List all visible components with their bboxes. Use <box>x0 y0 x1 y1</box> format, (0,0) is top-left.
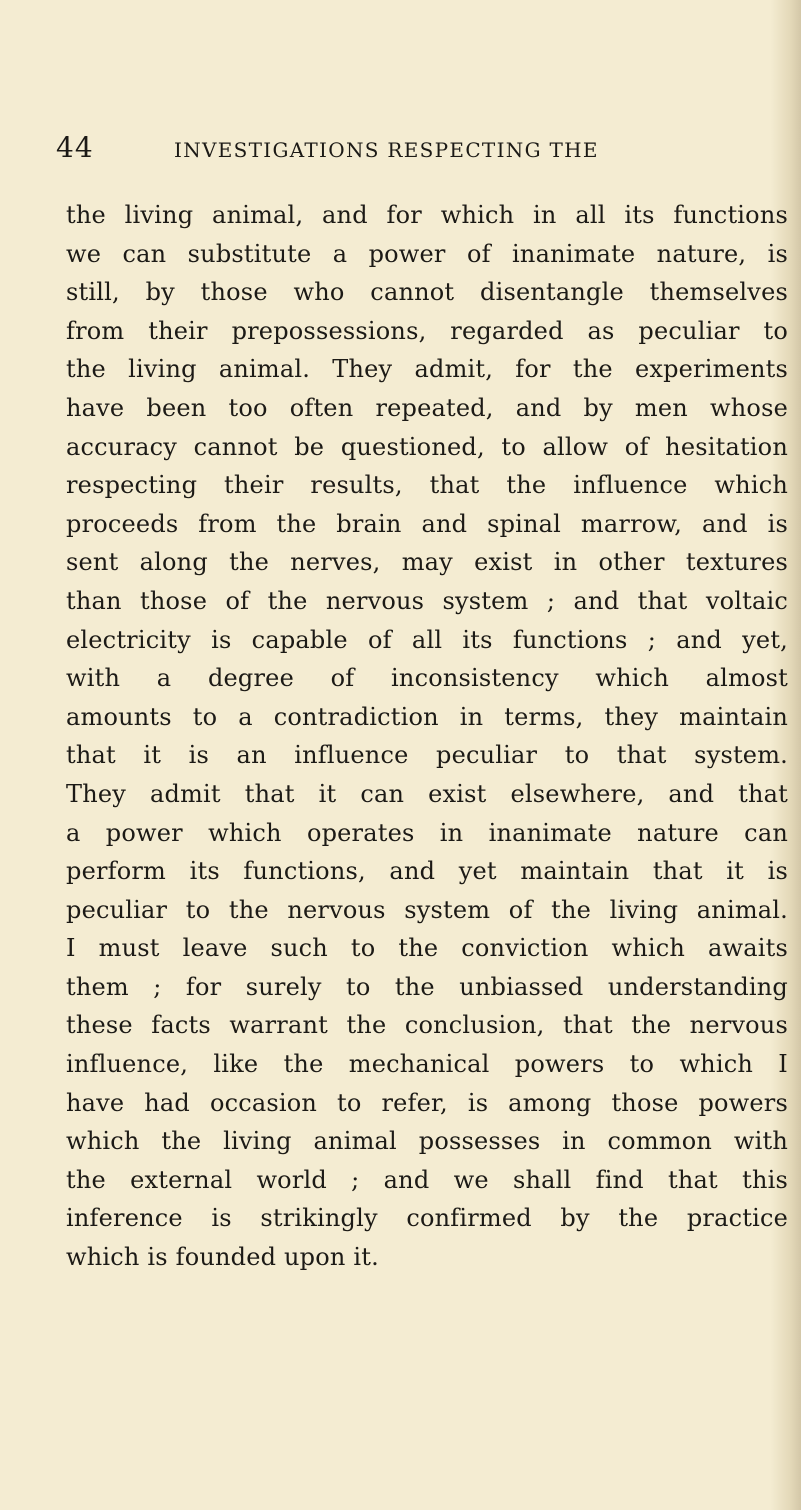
text-line: have been too often repeated, and by men whose <box>66 393 788 422</box>
text-line: electricity is capable of all its functions ; and yet, <box>66 625 788 654</box>
text-line: have had occasion to refer, is among those powers <box>66 1088 788 1117</box>
body-text <box>66 196 788 1277</box>
text-line: with a degree of inconsistency which almost <box>66 664 788 693</box>
text-line: sent along the nerves, may exist in other textures <box>66 548 788 577</box>
text-line: these facts warrant the conclusion, that the nervous <box>66 1011 788 1040</box>
text-line: perform its functions, and yet maintain that it is <box>66 857 788 886</box>
text-line: we can substitute a power of inanimate nature, is <box>66 239 788 268</box>
text-line: I must leave such to the conviction which awaits <box>66 934 788 963</box>
text-line: influence, like the mechanical powers to which I <box>66 1050 788 1079</box>
text-line: proceeds from the brain and spinal marrow, and is <box>66 509 788 538</box>
text-line: peculiar to the nervous system of the living animal. <box>66 895 788 924</box>
text-line: from their prepossessions, regarded as peculiar to <box>66 316 788 345</box>
text-line: which is founded upon it. <box>66 1243 379 1272</box>
text-line: which the living animal possesses in common with <box>66 1127 788 1156</box>
page-number: 44 <box>56 131 94 164</box>
text-line: a power which operates in inanimate nature can <box>66 818 788 847</box>
text-line: the living animal. They admit, for the experiments <box>66 355 788 384</box>
page-header <box>56 128 696 168</box>
text-line: the external world ; and we shall find that this <box>66 1165 788 1194</box>
text-line: accuracy cannot be questioned, to allow of hesitation <box>66 432 788 461</box>
text-line: They admit that it can exist elsewhere, and that <box>66 779 788 808</box>
text-line: still, by those who cannot disentangle themselves <box>66 278 788 307</box>
text-line: the living animal, and for which in all its functions <box>66 201 788 229</box>
text-line: respecting their results, that the influence which <box>66 471 788 500</box>
text-line: that it is an influence peculiar to that system. <box>66 741 788 770</box>
text-line: than those of the nervous system ; and that voltaic <box>66 586 788 615</box>
text-line: amounts to a contradiction in terms, they maintain <box>66 702 788 731</box>
text-line: them ; for surely to the unbiassed understanding <box>66 972 788 1001</box>
text-line: inference is strikingly confirmed by the practice <box>66 1204 788 1233</box>
running-head: INVESTIGATIONS RESPECTING THE <box>174 138 599 162</box>
